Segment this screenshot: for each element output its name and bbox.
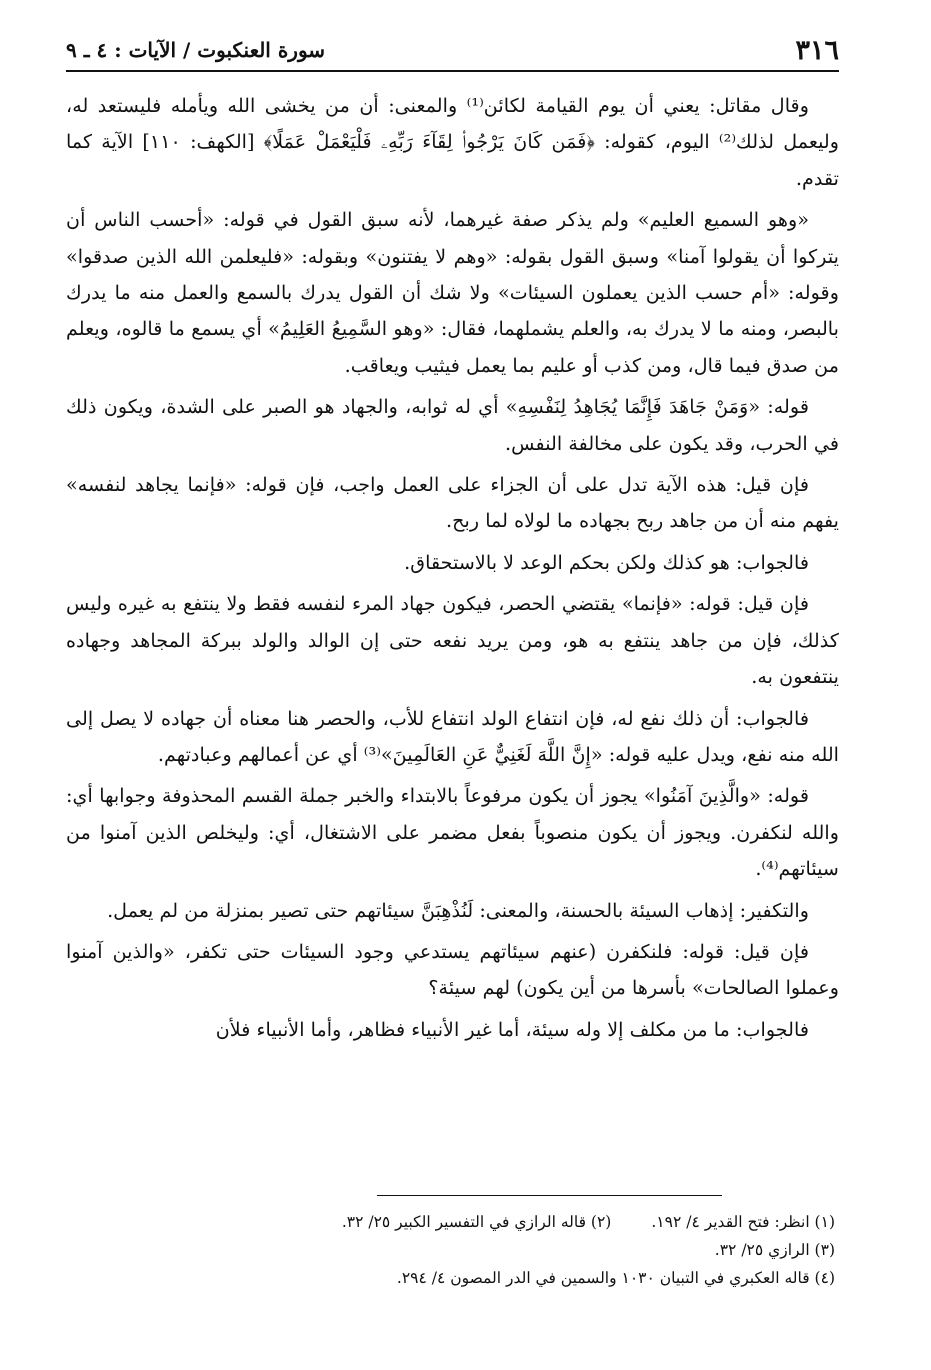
paragraph: فالجواب: هو كذلك ولكن بحكم الوعد لا بالاستحقاق. (404, 550, 809, 574)
paragraph: فإن قيل: قوله: «فإنما» يقتضي الحصر، فيكون جهاد المرء لنفسه فقط ولا ينتفع به غيره وليس كذلك، فإن من جاهد ينتفع به هو، ومن يريد نفعه حتى إن الوالد والولد ببركة المجاهد وجهاده ينتفعون به. (66, 592, 839, 689)
paragraph: والتكفير: إذهاب السيئة بالحسنة، والمعنى: لَنُذْهِبَنَّ سيئاتهم حتى تصير بمنزلة من لم يعمل. (107, 898, 809, 922)
page-header (66, 30, 839, 72)
footnote-divider (377, 1195, 722, 1196)
footnote: (٣) الرازي ٢٥/ ٣٢. (714, 1241, 835, 1259)
paragraph: وقال مقاتل: يعني أن يوم القيامة لكائن⁽¹⁾ والمعنى: أن من يخشى الله ويأمله فليستعد له، وليعمل لذلك⁽²⁾ اليوم، كقوله: ﴿فَمَن كَانَ يَرْجُوا۟ لِقَآءَ رَبِّهِۦ فَلْيَعْمَلْ عَمَلًا﴾ [الكهف: ١١٠] الآية كما تقدم. (66, 94, 839, 190)
paragraph: فالجواب: ما من مكلف إلا وله سيئة، أما غير الأنبياء فظاهر، وأما الأنبياء فلأن (215, 1017, 809, 1041)
paragraph: فالجواب: أن ذلك نفع له، فإن انتفاع الولد انتفاع للأب، والحصر هنا معناه أن جهاده لا يصل إلى الله منه نفع، ويدل عليه قوله: «إِنَّ اللَّهَ لَغَنِيٌّ عَنِ العَالَمِينَ»⁽³⁾ أي عن أعمالهم وعبادتهم. (66, 706, 839, 766)
footnote-row (66, 1236, 839, 1264)
paragraph: فإن قيل: قوله: فلنكفرن (عنهم سيئاتهم يستدعي وجود السيئات حتى تكفر، «والذين آمنوا وعملوا الصالحات» بأسرها من أين يكون) لهم سيئة؟ (66, 939, 839, 1000)
footnote: (٤) قاله العكبري في التبيان ١٠٣٠ والسمين في الدر المصون ٤/ ٢٩٤. (396, 1269, 835, 1287)
page-number: ٣١٦ (795, 34, 839, 66)
running-title: سورة العنكبوت / الآيات : ٤ ـ ٩ (66, 38, 326, 62)
paragraph: قوله: «وَمَنْ جَاهَدَ فَإِنَّمَا يُجَاهِدُ لِنَفْسِهِ» أي له ثوابه، والجهاد هو الصبر على الشدة، ويكون ذلك في الحرب، وقد يكون على مخالفة النفس. (66, 395, 839, 455)
footnote: (٢) قاله الرازي في التفسير الكبير ٢٥/ ٣٢. (341, 1213, 612, 1231)
footnote-row (66, 1264, 839, 1292)
page (66, 30, 839, 1053)
paragraph: فإن قيل: هذه الآية تدل على أن الجزاء على العمل واجب، فإن قوله: «فإنما يجاهد لنفسه» يفهم منه أن من جاهد ربح بجهاده ما لولاه لما ربح. (66, 473, 839, 533)
footnote: (١) انظر: فتح القدير ٤/ ١٩٢. (651, 1213, 835, 1231)
body-text (66, 88, 839, 1048)
footnote-row (66, 1208, 839, 1236)
paragraph: «وهو السميع العليم» ولم يذكر صفة غيرهما، لأنه سبق القول في قوله: «أحسب الناس أن يتركوا أن يقولوا آمنا» وسبق القول بقوله: «وهم لا يفتنون» وبقوله: «فليعلمن الله الذين صدقوا» وقوله: «أم حسب الذين يعملون السيئات» ولا شك أن القول يدرك بالسمع والعمل منه ما يدرك بالبصر، ومنه ما لا يدرك به، والعلم يشملهما، فقال: «وهو السَّمِيعُ العَلِيمُ» أي يسمع ما قالوه، ويعلم من صدق فيما قال، ومن كذب أو عليم بما يعمل فيثيب ويعاقب. (66, 208, 839, 377)
footnotes (66, 1195, 839, 1292)
paragraph: قوله: «والَّذِينَ آمَنُوا» يجوز أن يكون مرفوعاً بالابتداء والخبر جملة القسم المحذوفة وجوابها أي: والله لنكفرن. ويجوز أن يكون منصوباً بفعل مضمر على الاشتغال، أي: وليخلص الذين آمنوا من سيئاتهم⁽⁴⁾. (66, 784, 839, 881)
